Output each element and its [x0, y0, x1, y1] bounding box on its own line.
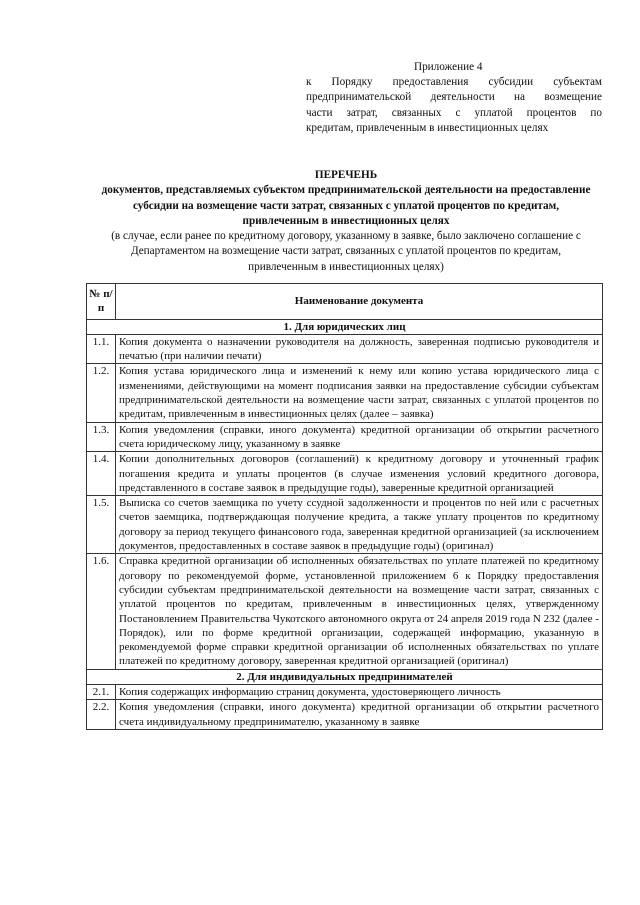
- row-text: Копия содержащих информацию страниц документа, удостоверяющего личность: [116, 685, 603, 700]
- row-num: 1.3.: [87, 422, 116, 452]
- appendix-line: части затрат, связанных с уплатой процентов по: [306, 106, 602, 119]
- heading-note: (в случае, если ранее по кредитному договору, указанному в заявке, было заключено соглашение с Департаментом на возмещение части затрат, связанных с уплатой процентов по кредитам, привлеченным в инвестиционных целях): [111, 230, 581, 273]
- table-row: [87, 496, 603, 554]
- row-text: Выписка со счетов заемщика по учету ссудной задолженности и процентов по ней или с расчетных счетов заемщика, подтверждающая получение кредита, а также уплату процентов по кредитному договору за период текущего финансового года, заверенная кредитной организацией (за исключением документов, предоставленных в составе заявок в предыдущие годы) (оригинал): [116, 496, 603, 554]
- table-row: [87, 700, 603, 730]
- heading-title: ПЕРЕЧЕНЬ: [314, 169, 378, 181]
- section-row: [87, 669, 603, 684]
- document-heading: [96, 168, 596, 275]
- table-row: [87, 452, 603, 496]
- table-row: [87, 685, 603, 700]
- row-num: 1.2.: [87, 364, 116, 422]
- header-name: Наименование документа: [116, 284, 603, 320]
- header-num: № п/п: [87, 284, 116, 320]
- row-text: Копии дополнительных договоров (соглашений) к кредитному договору и уточненный график погашения кредита и уплаты процентов (в случае изменения условий кредитного договора, представленного в составе заявок в предыдущие годы), заверенные кредитной организацией: [116, 452, 603, 496]
- table-row: [87, 422, 603, 452]
- documents-table: [86, 283, 603, 730]
- table-row: [87, 554, 603, 669]
- appendix-block: [306, 60, 602, 136]
- table-row: [87, 364, 603, 422]
- row-text: Копия документа о назначении руководителя на должность, заверенная подписью руководителя и печатью (при наличии печати): [116, 334, 603, 364]
- row-num: 1.1.: [87, 334, 116, 364]
- row-num: 2.2.: [87, 700, 116, 730]
- appendix-title: Приложение 4: [414, 61, 483, 73]
- table-header-row: [87, 284, 603, 320]
- section-row: [87, 319, 603, 334]
- row-text: Копия устава юридического лица и изменений к нему или копию устава юридического лица с изменениями, действующими на момент подписания заявки на предоставление субсидии субъектам предпринимательской деятельности на возмещение части затрат, связанных с уплатой процентов по кредитам, привлеченным в инвестиционных целях (далее – заявка): [116, 364, 603, 422]
- row-num: 2.1.: [87, 685, 116, 700]
- heading-subtitle: документов, представляемых субъектом предпринимательской деятельности на предоставление субсидии на возмещение части затрат, связанных с уплатой процентов по кредитам, привлеченным в инвестиционных целях: [101, 184, 591, 227]
- table-row: [87, 334, 603, 364]
- appendix-line: предпринимательской деятельности на возмещение: [306, 91, 602, 104]
- row-num: 1.6.: [87, 554, 116, 669]
- appendix-line: к Порядку предоставления субсидии субъектам: [306, 76, 602, 89]
- row-text: Копия уведомления (справки, иного документа) кредитной организации об открытии расчетного счета юридическому лицу, указанному в заявке: [116, 422, 603, 452]
- section-title: 1. Для юридических лиц: [87, 319, 603, 334]
- section-title: 2. Для индивидуальных предпринимателей: [87, 669, 603, 684]
- row-text: Справка кредитной организации об исполненных обязательствах по уплате платежей по кредитному договору по рекомендуемой форме, установленной приложением 6 к Порядку предоставления субсидии субъектам предпринимательской деятельности на возмещение части затрат, связанных с уплатой процентов по кредитам, привлеченным в инвестиционных целях, утвержденному Постановлением Правительства Чукотского автономного округа от 24 апреля 2019 года N 232 (далее - Порядок), или по форме кредитной организации, содержащей информацию, указанную в рекомендуемой форме справки кредитной организации об исполненных обязательствах по уплате платежей по кредитному договору, заверенная кредитной организацией (оригинал): [116, 554, 603, 669]
- row-num: 1.5.: [87, 496, 116, 554]
- row-text: Копия уведомления (справки, иного документа) кредитной организации об открытии расчетного счета индивидуальному предпринимателю, указанному в заявке: [116, 700, 603, 730]
- row-num: 1.4.: [87, 452, 116, 496]
- appendix-line: кредитам, привлеченным в инвестиционных целях: [306, 121, 549, 134]
